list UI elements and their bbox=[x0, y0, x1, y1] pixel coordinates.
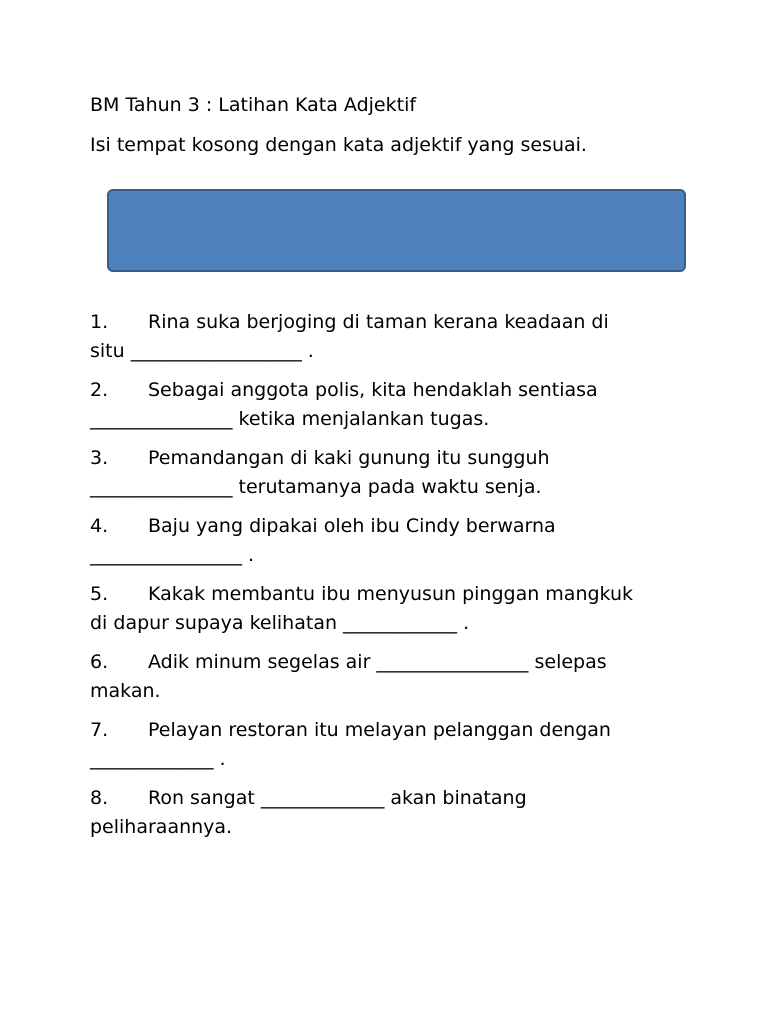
question-text-line2: situ __________________ . bbox=[90, 339, 314, 362]
question-list bbox=[90, 308, 690, 852]
question-item bbox=[90, 376, 690, 433]
page-title: BM Tahun 3 : Latihan Kata Adjektif bbox=[90, 94, 417, 116]
question-number: 8. bbox=[90, 787, 109, 809]
question-text-line1: Kakak membantu ibu menyusun pinggan mangkuk bbox=[148, 583, 634, 605]
question-text-line1: Pelayan restoran itu melayan pelanggan dengan bbox=[148, 719, 611, 741]
question-number: 2. bbox=[90, 379, 109, 401]
question-text-line2: di dapur supaya kelihatan ____________ . bbox=[90, 611, 470, 634]
question-item bbox=[90, 512, 690, 569]
question-number: 1. bbox=[90, 311, 109, 333]
question-text-line1: Rina suka berjoging di taman kerana keadaan di bbox=[148, 311, 609, 333]
instruction-text: Isi tempat kosong dengan kata adjektif yang sesuai. bbox=[90, 134, 587, 156]
question-text-line2: ________________ . bbox=[90, 543, 255, 566]
question-item bbox=[90, 580, 690, 637]
question-text-line1: Sebagai anggota polis, kita hendaklah sentiasa bbox=[148, 379, 598, 401]
question-number: 3. bbox=[90, 447, 109, 469]
question-item bbox=[90, 308, 690, 365]
question-text-line2: _____________ . bbox=[90, 747, 226, 770]
question-item bbox=[90, 444, 690, 501]
question-text-line1: Ron sangat _____________ akan binatang bbox=[148, 787, 527, 809]
question-text-line1: Pemandangan di kaki gunung itu sungguh bbox=[148, 447, 550, 469]
question-item bbox=[90, 648, 690, 705]
word-bank-box bbox=[107, 189, 686, 272]
question-text-line2: peliharaannya. bbox=[90, 815, 233, 838]
question-item bbox=[90, 716, 690, 773]
question-text-line1: Adik minum segelas air ________________ selepas bbox=[148, 651, 607, 673]
question-number: 7. bbox=[90, 719, 109, 741]
question-text-line2: _______________ terutamanya pada waktu senja. bbox=[90, 475, 542, 498]
question-item bbox=[90, 784, 690, 841]
question-number: 6. bbox=[90, 651, 109, 673]
question-text-line2: makan. bbox=[90, 679, 161, 702]
question-text-line1: Baju yang dipakai oleh ibu Cindy berwarna bbox=[148, 515, 556, 537]
question-text-line2: _______________ ketika menjalankan tugas. bbox=[90, 407, 490, 430]
question-number: 5. bbox=[90, 583, 109, 605]
question-number: 4. bbox=[90, 515, 109, 537]
